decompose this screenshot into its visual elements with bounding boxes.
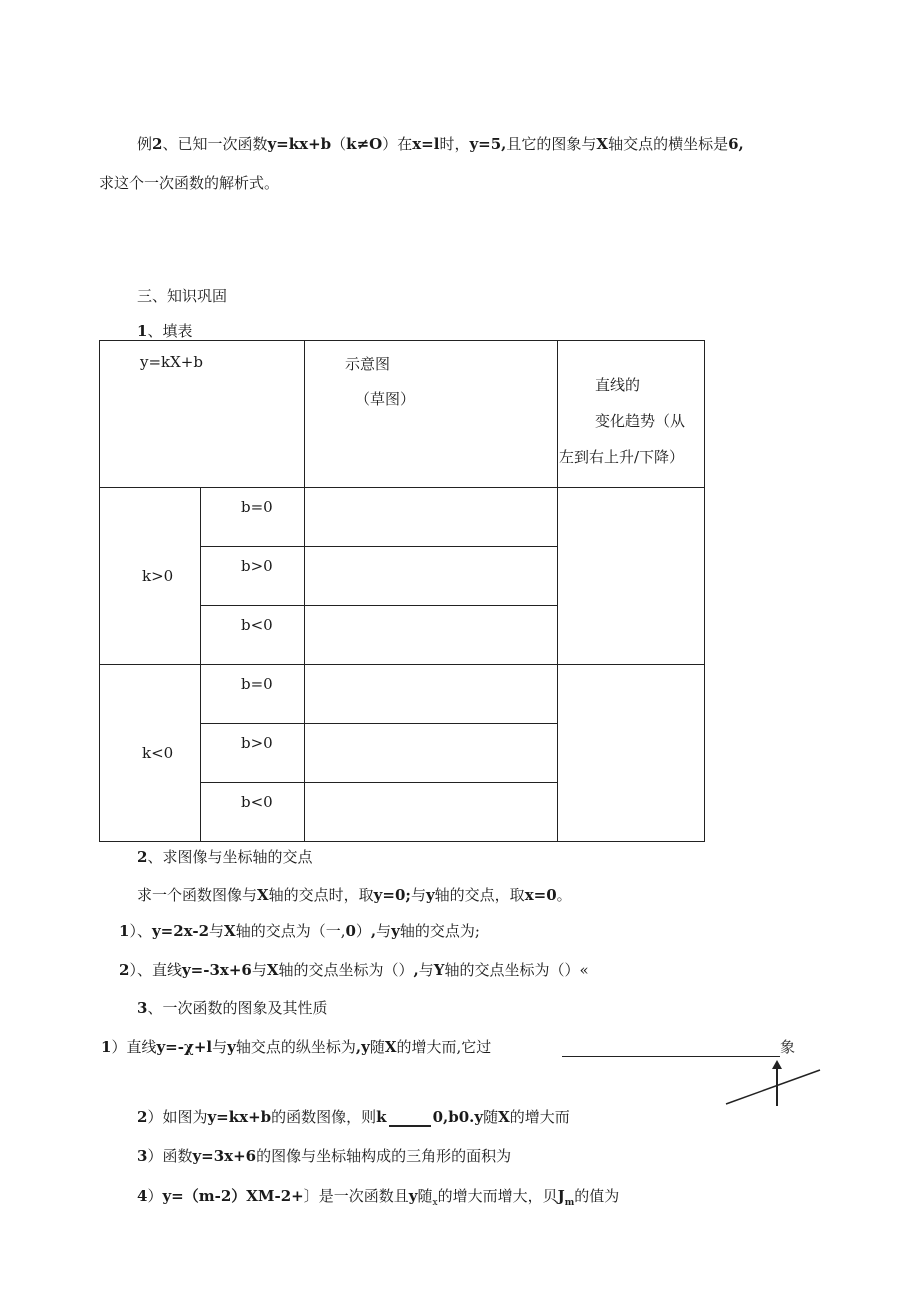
header-trend-line-3: 左到右上升/下降） [559,448,685,466]
b-cell [201,488,305,547]
sketch-input-cell[interactable] [305,488,558,547]
question-2-rule: 求一个函数图像与X轴的交点时，取y=0;与y轴的交点，取x=0。 [137,886,572,904]
fill-in-table [99,340,705,842]
question-1-title: 1、填表 [137,322,193,340]
sketch-input-cell[interactable] [305,665,558,724]
b-label: b>0 [241,734,273,752]
header-sketch-cell [305,341,558,488]
trend-input-cell[interactable] [558,665,705,842]
question-3-part-1-tail: 象 [562,1036,795,1057]
b-cell [201,724,305,783]
header-sketch-label: 示意图 [345,355,391,373]
header-trend-line-2: 变化趋势（从 [595,412,686,430]
b-cell [201,606,305,665]
trend-input-cell[interactable] [558,488,705,665]
graph-line [726,1070,820,1104]
question-3-part-4: 4）y=（m-2）XM-2+〕是一次函数且y随$_x$的增大而增大，贝$J_m$的值为 [137,1187,620,1208]
k-negative-label: k<0 [142,744,174,762]
b-label: b=0 [241,675,273,693]
answer-blank[interactable] [389,1113,431,1127]
answer-blank[interactable] [562,1042,780,1057]
b-cell [201,547,305,606]
header-trend-line-1: 直线的 [595,376,641,394]
b-label: b>0 [241,557,273,575]
header-function-label: y=kX+b [140,353,203,371]
header-sketch-note: （草图） [355,390,416,408]
question-3-part-2: 2）如图为y=kx+b的函数图像，则k 0,b0.y随X的增大而 [137,1108,570,1126]
header-trend-cell [558,341,705,488]
b-label: b<0 [241,616,273,634]
question-2-part-2: 2）、直线y=-3x+6与X轴的交点坐标为（）,与Y轴的交点坐标为（）« [119,961,589,979]
question-2-title: 2、求图像与坐标轴的交点 [137,848,313,866]
sketch-input-cell[interactable] [305,547,558,606]
question-3-part-1: 1）直线y=-χ+l与y轴交点的纵坐标为,y随X的增大而,它过 [101,1038,492,1056]
b-label: b=0 [241,498,273,516]
b-cell [201,665,305,724]
b-cell [201,783,305,842]
section-title: 三、知识巩固 [137,287,228,305]
sketch-input-cell[interactable] [305,783,558,842]
k-negative-cell [100,665,201,842]
example-2-line-2: 求这个一次函数的解析式。 [99,174,280,192]
b-label: b<0 [241,793,273,811]
function-graph-figure [722,1060,822,1110]
example-2-line-1: 例2、已知一次函数y=kx+b（k≠O）在x=l时，y=5,且它的图象与X轴交点的横坐标是6, [137,135,744,153]
y-axis-arrow-icon [772,1060,782,1069]
question-3-title: 3、一次函数的图象及其性质 [137,999,328,1017]
sketch-input-cell[interactable] [305,606,558,665]
k-positive-label: k>0 [142,567,174,585]
header-function-cell [100,341,305,488]
question-3-part-3: 3）函数y=3x+6的图像与坐标轴构成的三角形的面积为 [137,1147,512,1165]
sketch-input-cell[interactable] [305,724,558,783]
question-2-part-1: 1）、y=2x-2与X轴的交点为（一,0）,与y轴的交点为; [119,922,480,940]
k-positive-cell [100,488,201,665]
